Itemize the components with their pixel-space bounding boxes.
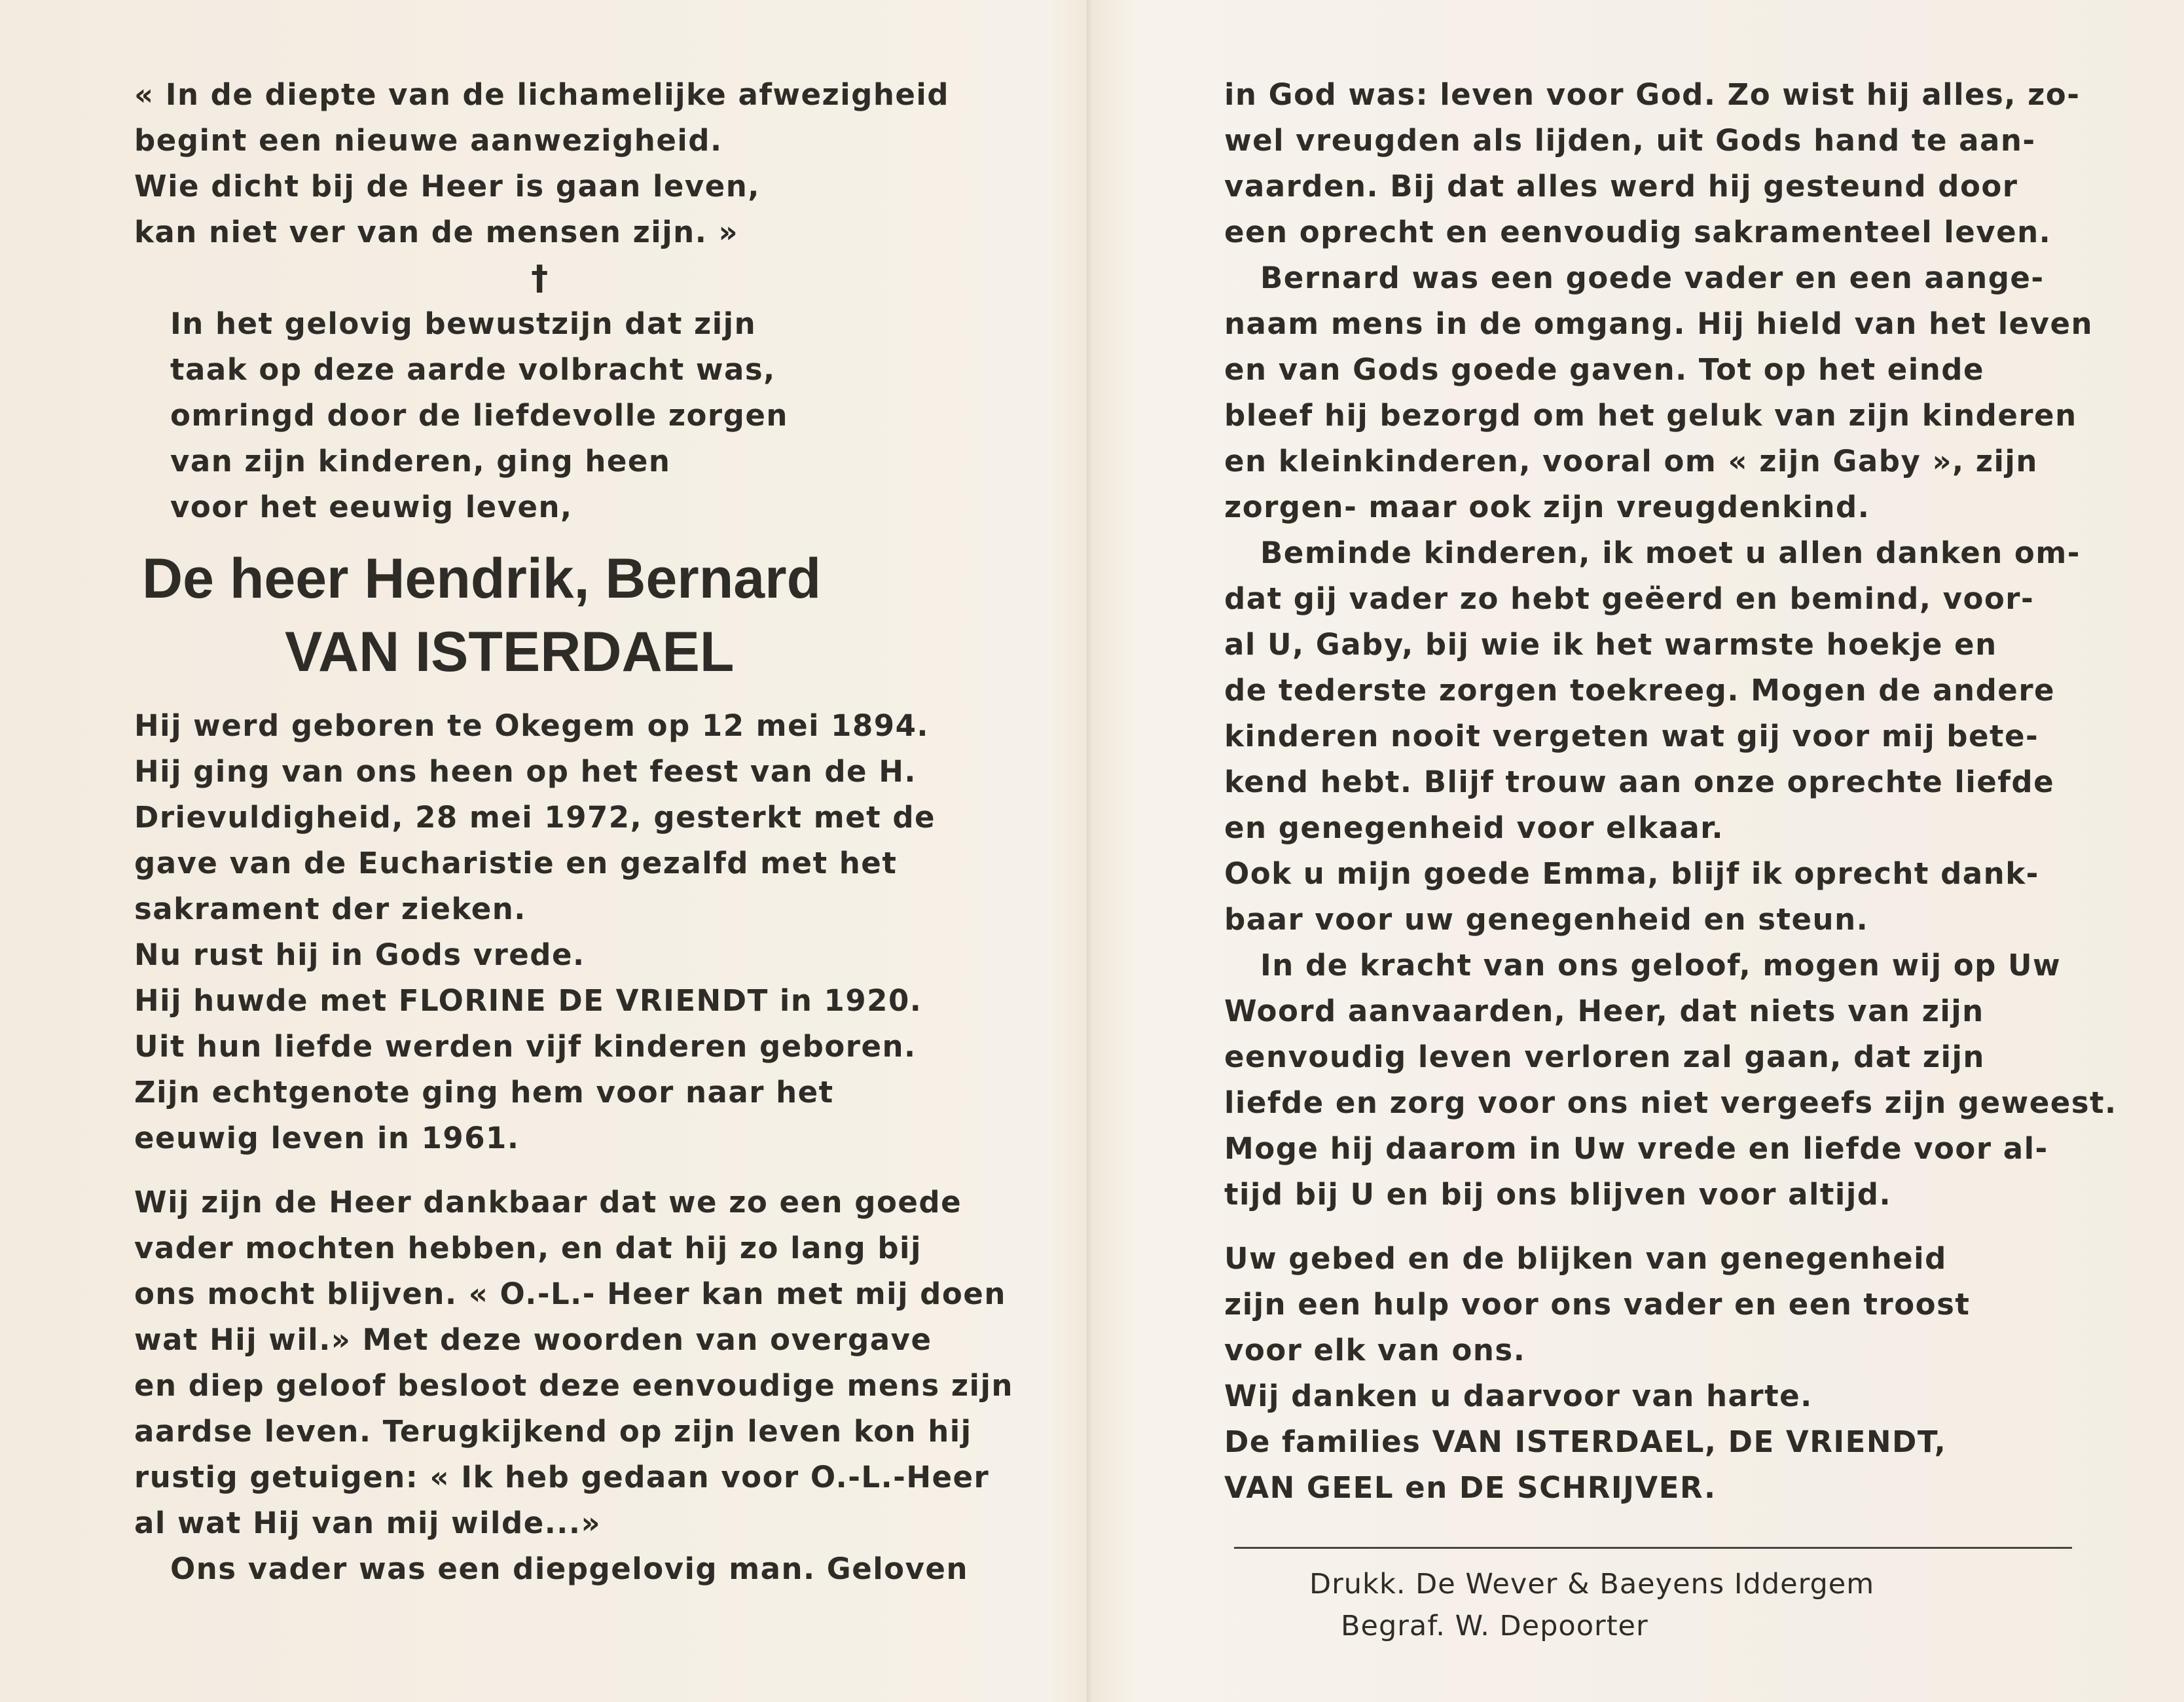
deceased-name: De heer Hendrik, Bernard (142, 547, 822, 610)
paragraph-line: In de kracht van ons geloof, mogen wij op Uw (1260, 948, 2062, 983)
paragraph-line: en kleinkinderen, vooral om « zijn Gaby », zijn (1224, 444, 2038, 479)
printer-credits (1309, 1563, 1874, 1647)
gratitude-line: al wat Hij van mij wilde...» (134, 1506, 602, 1540)
bio-line: Hij huwde met FLORINE DE VRIENDT in 1920. (134, 983, 922, 1018)
paragraph-line: baar voor uw genegenheid en steun. (1224, 902, 1869, 937)
paragraph-line: en genegenheid voor elkaar. (1224, 810, 1724, 845)
paragraph-line: zorgen- maar ook zijn vreugdenkind. (1224, 490, 1870, 524)
faith-line: omringd door de liefdevolle zorgen (170, 398, 788, 433)
gratitude-line: rustig getuigen: « Ik heb gedaan voor O.-L.-Heer (134, 1460, 990, 1494)
faith-line: taak op deze aarde volbracht was, (170, 352, 776, 387)
paragraph-line: en van Gods goede gaven. Tot op het einde (1224, 352, 1984, 387)
paragraph-line: Moge hij daarom in Uw vrede en liefde voor al- (1224, 1131, 2048, 1166)
deceased-name-block (134, 542, 1011, 689)
gratitude-line: aardse leven. Terugkijkend op zijn leven kon hij (134, 1414, 972, 1449)
bio-line: sakrament der zieken. (134, 892, 526, 926)
paragraph-line: eenvoudig leven verloren zal gaan, dat zijn (1224, 1040, 1985, 1074)
bio-line: Hij ging van ons heen op het feest van de H. (134, 754, 917, 789)
faith-line: voor het eeuwig leven, (170, 490, 573, 524)
paragraph-line: al U, Gaby, bij wie ik het warmste hoekje en (1224, 627, 1997, 662)
gratitude-line: ons mocht blijven. « O.-L.- Heer kan met mij doen (134, 1276, 1006, 1311)
paragraph-line: vaarden. Bij dat alles werd hij gesteund door (1224, 169, 2018, 204)
paragraph-line: bleef hij bezorgd om het geluk van zijn kinderen (1224, 398, 2077, 433)
quote-line: begint een nieuwe aanwezigheid. (134, 123, 723, 158)
bio-line: Nu rust hij in Gods vrede. (134, 937, 585, 972)
paragraph-line: naam mens in de omgang. Hij hield van het leven (1224, 306, 2094, 341)
center-fold (1087, 0, 1092, 1702)
deceased-surname: VAN ISTERDAEL (285, 621, 735, 683)
faith-line: van zijn kinderen, ging heen (170, 444, 671, 479)
paragraph-line: een oprecht en eenvoudig sakramenteel leven. (1224, 215, 2052, 249)
paragraph-line: dat gij vader zo hebt geëerd en bemind, voor- (1224, 581, 2035, 616)
bio-line: Drievuldigheid, 28 mei 1972, gesterkt met de (134, 800, 936, 835)
closing-line: De families VAN ISTERDAEL, DE VRIENDT, (1224, 1424, 1947, 1459)
closing-line: Uw gebed en de blijken van genegenheid (1224, 1241, 1947, 1276)
bio-line: Uit hun liefde werden vijf kinderen geboren. (134, 1029, 917, 1064)
printer-line: Drukk. De Wever & Baeyens Iddergem (1309, 1568, 1875, 1601)
bio-line: Hij werd geboren te Okegem op 12 mei 1894. (134, 708, 930, 743)
cross-icon: † (531, 259, 549, 298)
quote-line: kan niet ver van de mensen zijn. » (134, 215, 739, 249)
paragraph-line: Beminde kinderen, ik moet u allen danken om- (1260, 535, 2081, 570)
paragraph-line: Ook u mijn goede Emma, blijf ik oprecht dank- (1224, 856, 2039, 891)
closing-line: Wij danken u daarvoor van harte. (1224, 1379, 1813, 1413)
quote-line: « In de diepte van de lichamelijke afwezigheid (134, 77, 950, 112)
paragraph-line: tijd bij U en bij ons blijven voor altijd. (1224, 1177, 1892, 1212)
paragraph-line: in God was: leven voor God. Zo wist hij alles, zo- (1224, 77, 2081, 112)
paragraph-line: liefde en zorg voor ons niet vergeefs zijn geweest. (1224, 1085, 2117, 1120)
left-page (134, 72, 1011, 1592)
printer-divider (1234, 1547, 2072, 1549)
paragraph-line: kinderen nooit vergeten wat gij voor mij bete- (1224, 719, 2039, 753)
gratitude-line: vader mochten hebben, en dat hij zo lang bij (134, 1231, 922, 1265)
paragraph-gap (1224, 1218, 2088, 1236)
paragraph-line: wel vreugden als lijden, uit Gods hand te aan- (1224, 123, 2036, 158)
gratitude-line: Wij zijn de Heer dankbaar dat we zo een goede (134, 1185, 962, 1220)
gratitude-line: Ons vader was een diepgelovig man. Geloven (170, 1551, 968, 1586)
gratitude-line: en diep geloof besloot deze eenvoudige mens zijn (134, 1368, 1013, 1403)
paragraph-line: kend hebt. Blijf trouw aan onze oprechte liefde (1224, 765, 2055, 799)
faith-line: In het gelovig bewustzijn dat zijn (170, 306, 757, 341)
paragraph-line: Bernard was een goede vader en een aange- (1260, 261, 2045, 295)
bio-line: Zijn echtgenote ging hem voor naar het (134, 1075, 834, 1110)
quote-line: Wie dicht bij de Heer is gaan leven, (134, 169, 760, 204)
paragraph-line: Woord aanvaarden, Heer, dat niets van zijn (1224, 994, 1984, 1028)
closing-line: voor elk van ons. (1224, 1333, 1526, 1367)
bio-line: eeuwig leven in 1961. (134, 1121, 520, 1155)
undertaker-line: Begraf. W. Depoorter (1341, 1610, 1648, 1642)
closing-line: zijn een hulp voor ons vader en een troost (1224, 1287, 1971, 1322)
gratitude-line: wat Hij wil.» Met deze woorden van overgave (134, 1322, 932, 1357)
paragraph-gap (134, 1161, 1011, 1180)
paragraph-line: de tederste zorgen toekreeg. Mogen de andere (1224, 673, 2056, 708)
closing-line: VAN GEEL en DE SCHRIJVER. (1224, 1470, 1717, 1505)
right-page (1224, 72, 2117, 1511)
bio-line: gave van de Eucharistie en gezalfd met het (134, 846, 898, 880)
